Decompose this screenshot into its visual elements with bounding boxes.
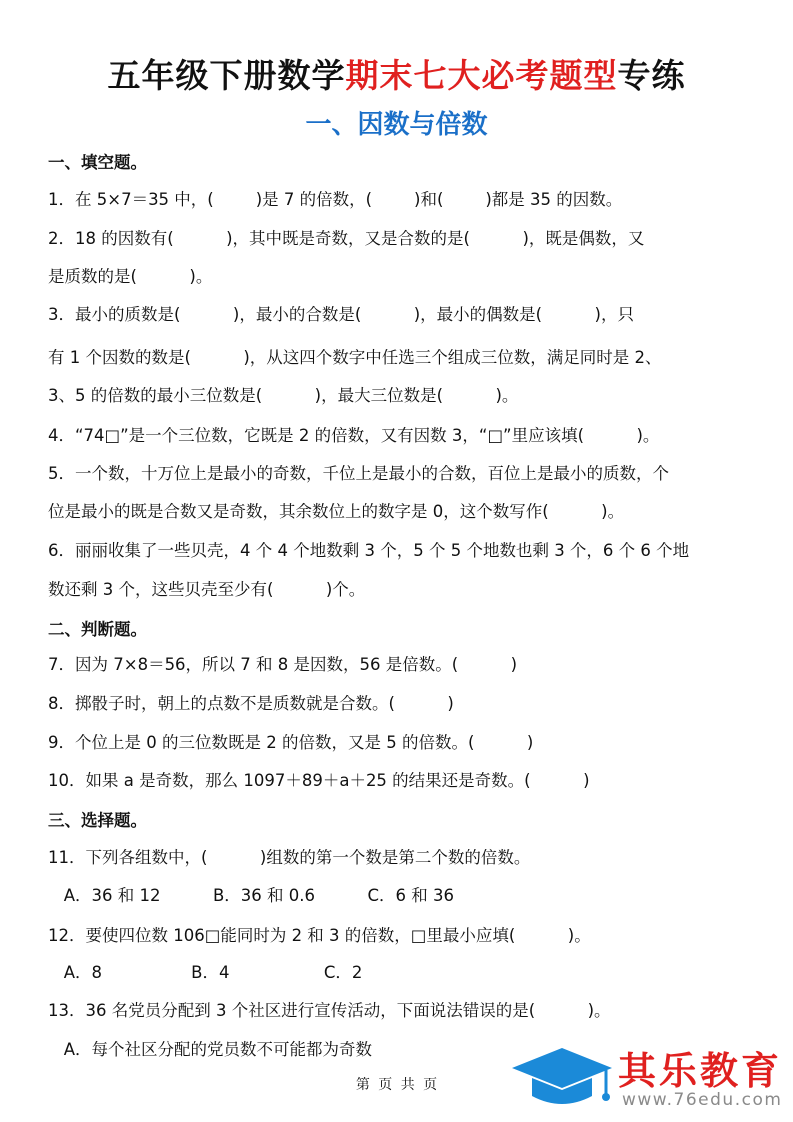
question-line: 是质数的是( )。	[48, 267, 213, 286]
question-line: 5．一个数，十万位上是最小的奇数，千位上是最小的合数，百位上是最小的质数，个	[48, 464, 669, 483]
question-line: 12．要使四位数 106□能同时为 2 和 3 的倍数，□里最小应填( )。	[48, 926, 591, 945]
page-title	[0, 50, 793, 97]
title-suffix: 专练	[617, 56, 686, 95]
question-line: 有 1 个因数的数是( )，从这四个数字中任选三个组成三位数，满足同时是 2、	[48, 348, 662, 367]
brand-logo	[510, 1040, 790, 1115]
question-line: 8．掷骰子时，朝上的点数不是质数就是合数。( )	[48, 694, 454, 713]
section-heading-judge: 二、判断题。	[48, 620, 147, 639]
question-line: 1．在 5×7＝35 中，( )是 7 的倍数，( )和( )都是 35 的因数。	[48, 190, 623, 209]
question-line: 4．“74□”是一个三位数，它既是 2 的倍数，又有因数 3，“□”里应该填( )。	[48, 426, 660, 445]
question-line: 3．最小的质数是( )，最小的合数是( )，最小的偶数是( )，只	[48, 305, 634, 324]
question-line: 2．18 的因数有( )，其中既是奇数，又是合数的是( )，既是偶数，又	[48, 229, 645, 248]
question-line: 11．下列各组数中，( )组数的第一个数是第二个数的倍数。	[48, 848, 531, 867]
option-line: A．8 B．4 C．2	[48, 963, 363, 982]
option-line: A．36 和 12 B．36 和 0.6 C．6 和 36	[48, 886, 454, 905]
question-line: 数还剩 3 个，这些贝壳至少有( )个。	[48, 580, 366, 599]
question-line: 13．36 名党员分配到 3 个社区进行宣传活动，下面说法错误的是( )。	[48, 1001, 611, 1020]
question-line: 6．丽丽收集了一些贝壳，4 个 4 个地数剩 3 个，5 个 5 个地数也剩 3 个，6 个 6 个地	[48, 541, 690, 560]
question-line: 3、5 的倍数的最小三位数是( )，最大三位数是( )。	[48, 386, 519, 405]
question-line: 10．如果 a 是奇数，那么 1097＋89＋a＋25 的结果还是奇数。( )	[48, 771, 590, 790]
graduation-cap-icon	[510, 1044, 614, 1114]
question-line: 9．个位上是 0 的三位数既是 2 的倍数，又是 5 的倍数。( )	[48, 733, 534, 752]
section-heading-choice: 三、选择题。	[48, 811, 147, 830]
title-prefix: 五年级下册数学	[107, 56, 346, 95]
option-line: A．每个社区分配的党员数不可能都为奇数	[48, 1040, 373, 1059]
question-line: 位是最小的既是合数又是奇数，其余数位上的数字是 0，这个数写作( )。	[48, 502, 625, 521]
brand-name: 其乐教育	[618, 1049, 783, 1093]
page-subtitle: 一、因数与倍数	[305, 110, 488, 140]
question-line: 7．因为 7×8＝56，所以 7 和 8 是因数，56 是倍数。( )	[48, 655, 518, 674]
section-heading-fill: 一、填空题。	[48, 153, 147, 172]
brand-url: www.76edu.com	[622, 1090, 783, 1110]
title-highlight: 期末七大必考题型	[345, 56, 618, 95]
page-footer: 第 页 共 页	[355, 1077, 438, 1093]
